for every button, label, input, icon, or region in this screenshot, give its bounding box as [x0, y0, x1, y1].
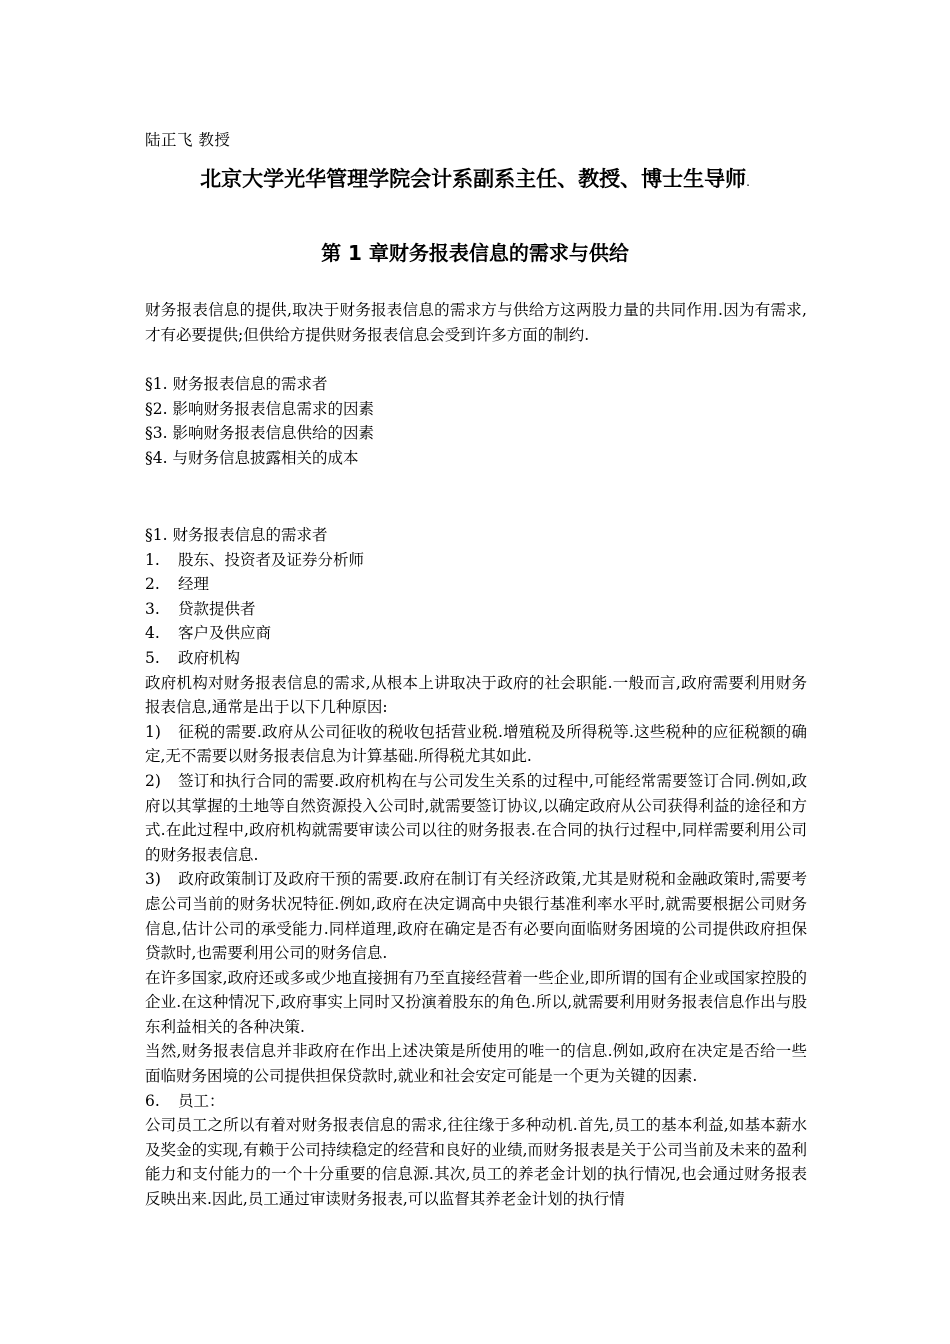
- item-number: 4.: [145, 624, 160, 643]
- employee-item: [145, 1089, 807, 1114]
- affiliation-suffix: .: [746, 175, 750, 189]
- item-number: 2): [145, 771, 161, 790]
- item-label: 客户及供应商: [178, 624, 272, 643]
- demander-item: [145, 597, 807, 622]
- demander-item: [145, 548, 807, 573]
- gov-reason-text: 签订和执行合同的需要.政府机构在与公司发生关系的过程中,可能经常需要签订合同.例如,政府以其掌握的土地等自然资源投入公司时,就需要签订协议,以确定政府从公司获得利益的途径和方式.在此过程中,政府机构就需要审读公司以往的财务报表.在合同的执行过程中,同样需要利用公司的财务报表信息.: [145, 771, 807, 864]
- toc-list: [145, 372, 807, 470]
- item-number: 1.: [145, 550, 160, 569]
- section-1: [145, 523, 807, 1212]
- item-label: 经理: [178, 575, 210, 594]
- item-label: 贷款提供者: [178, 599, 256, 618]
- toc-item: §1. 财务报表信息的需求者: [145, 375, 328, 393]
- intro-paragraph: 财务报表信息的提供,取决于财务报表信息的需求方与供给方这两股力量的共同作用.因为有需求,才有必要提供;但供给方提供财务报表信息会受到许多方面的制约.: [145, 301, 807, 344]
- gov-intro-paragraph: 政府机构对财务报表信息的需求,从根本上讲取决于政府的社会职能.一般而言,政府需要利用财务报表信息,通常是出于以下几种原因:: [145, 673, 807, 717]
- demander-item: [145, 621, 807, 646]
- demander-item: [145, 572, 807, 597]
- gov-reason-item: [145, 769, 807, 867]
- chapter-title: 第 1 章财务报表信息的需求与供给: [321, 241, 629, 265]
- section-heading: §1. 财务报表信息的需求者: [145, 526, 328, 544]
- item-number: 6.: [145, 1091, 160, 1110]
- item-number: 5.: [145, 648, 160, 667]
- gov-reason-item: [145, 720, 807, 769]
- item-number: 3.: [145, 599, 160, 618]
- item-number: 2.: [145, 575, 160, 594]
- gov-reason-text: 征税的需要.政府从公司征收的税收包括营业税.增殖税及所得税等.这些税种的应征税额的确定,无不需要以财务报表信息为计算基础.所得税尤其如此.: [145, 722, 807, 766]
- item-number: 3): [145, 870, 161, 889]
- gov-paragraph: 在许多国家,政府还或多或少地直接拥有乃至直接经营着一些企业,即所谓的国有企业或国家控股的企业.在这种情况下,政府事实上同时又扮演着股东的角色.所以,就需要利用财务报表信息作出与股东利益相关的各种决策.: [145, 968, 807, 1036]
- item-number: 1): [145, 722, 161, 741]
- gov-reason-text: 政府政策制订及政府干预的需要.政府在制订有关经济政策,尤其是财税和金融政策时,需要考虑公司当前的财务状况特征.例如,政府在决定调高中央银行基准利率水平时,就需要根据公司财务信息,估计公司的承受能力.同样道理,政府在确定是否有必要向面临财务困境的公司提供政府担保贷款时,也需要利用公司的财务信息.: [145, 870, 807, 963]
- item-label: 股东、投资者及证券分析师: [178, 550, 365, 569]
- intro-block: [145, 298, 807, 347]
- gov-paragraph: 当然,财务报表信息并非政府在作出上述决策是所使用的唯一的信息.例如,政府在决定是否给一些面临财务困境的公司提供担保贷款时,就业和社会安定可能是一个更为关键的因素.: [145, 1042, 807, 1086]
- item-label: 员工：: [178, 1091, 225, 1110]
- affiliation-heading: [0, 163, 950, 193]
- toc-item: §4. 与财务信息披露相关的成本: [145, 448, 359, 467]
- gov-reason-item: [145, 867, 807, 965]
- employee-paragraph: 公司员工之所以有着对财务报表信息的需求,往往缘于多种动机.首先,员工的基本利益,如基本薪水及奖金的实现,有赖于公司持续稳定的经营和良好的业绩,而财务报表是关于公司当前及未来的盈利能力和支付能力的一个十分重要的信息源.其次,员工的养老金计划的执行情况,也会通过财务报表反映出来.因此,员工通过审读财务报表,可以监督其养老金计划的执行情: [145, 1116, 807, 1209]
- item-label: 政府机构: [178, 648, 241, 667]
- demander-item: [145, 646, 807, 671]
- author-line: 陆正飞 教授: [145, 131, 231, 149]
- toc-item: §3. 影响财务报表信息供给的因素: [145, 424, 374, 443]
- affiliation-text: 北京大学光华管理学院会计系副系主任、教授、博士生导师: [200, 167, 747, 191]
- toc-item: §2. 影响财务报表信息需求的因素: [145, 399, 374, 418]
